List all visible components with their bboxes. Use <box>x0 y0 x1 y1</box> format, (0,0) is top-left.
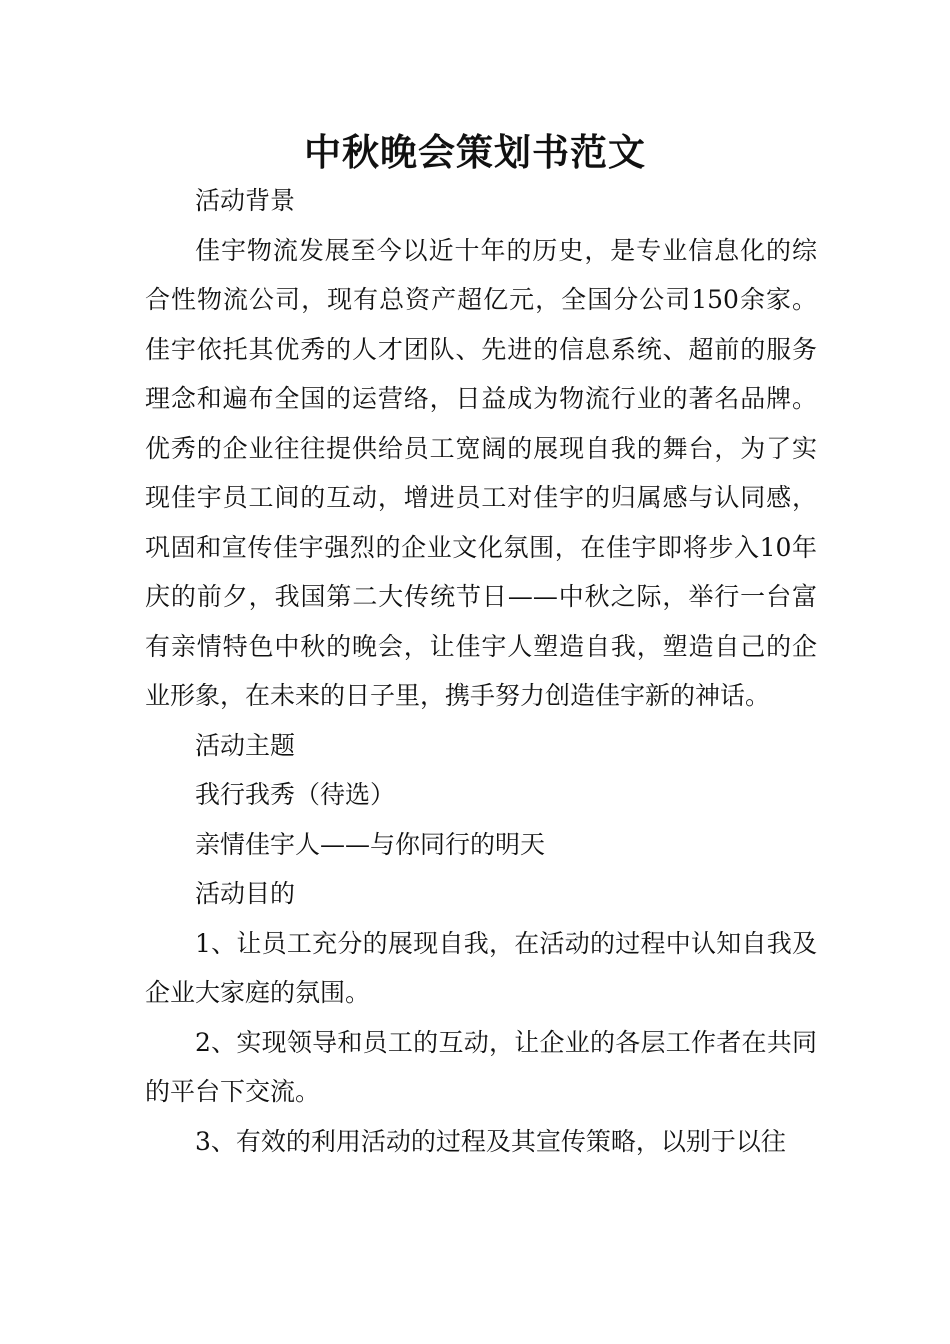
purpose-item-3: 3、有效的利用活动的过程及其宣传策略，以别于以往 <box>195 1126 786 1156</box>
purpose-item-2: 2、实现领导和员工的互动，让企业的各层工作者在共同的平台下交流。 <box>145 1027 817 1106</box>
theme-option-1: 我行我秀（待选） <box>195 780 396 809</box>
page-title: 中秋晚会策划书范文 <box>304 130 646 174</box>
document-body <box>145 176 817 1166</box>
purpose-item-1: 1、让员工充分的展现自我，在活动的过程中认知自我及企业大家庭的氛围。 <box>145 928 817 1007</box>
paragraph-background: 佳宇物流发展至今以近十年的历史，是专业信息化的综合性物流公司，现有总资产超亿元，全国分公司150余家。佳宇依托其优秀的人才团队、先进的信息系统、超前的服务理念和遍布全国的运营络，日益成为物流行业的著名品牌。优秀的企业往往提供给员工宽阔的展现自我的舞台，为了实现佳宇员工间的互动，增进员工对佳宇的归属感与认同感，巩固和宣传佳宇强烈的企业文化氛围，在佳宇即将步入10年庆的前夕，我国第二大传统节日——中秋之际，举行一台富有亲情特色中秋的晚会，让佳宇人塑造自我，塑造自己的企业形象，在未来的日子里，携手努力创造佳宇新的神话。 <box>145 235 817 710</box>
section-heading-purpose: 活动目的 <box>195 879 296 908</box>
section-heading-theme: 活动主题 <box>195 730 296 760</box>
theme-option-2: 亲情佳宇人——与你同行的明天 <box>195 829 546 859</box>
section-heading-background: 活动背景 <box>195 186 296 215</box>
